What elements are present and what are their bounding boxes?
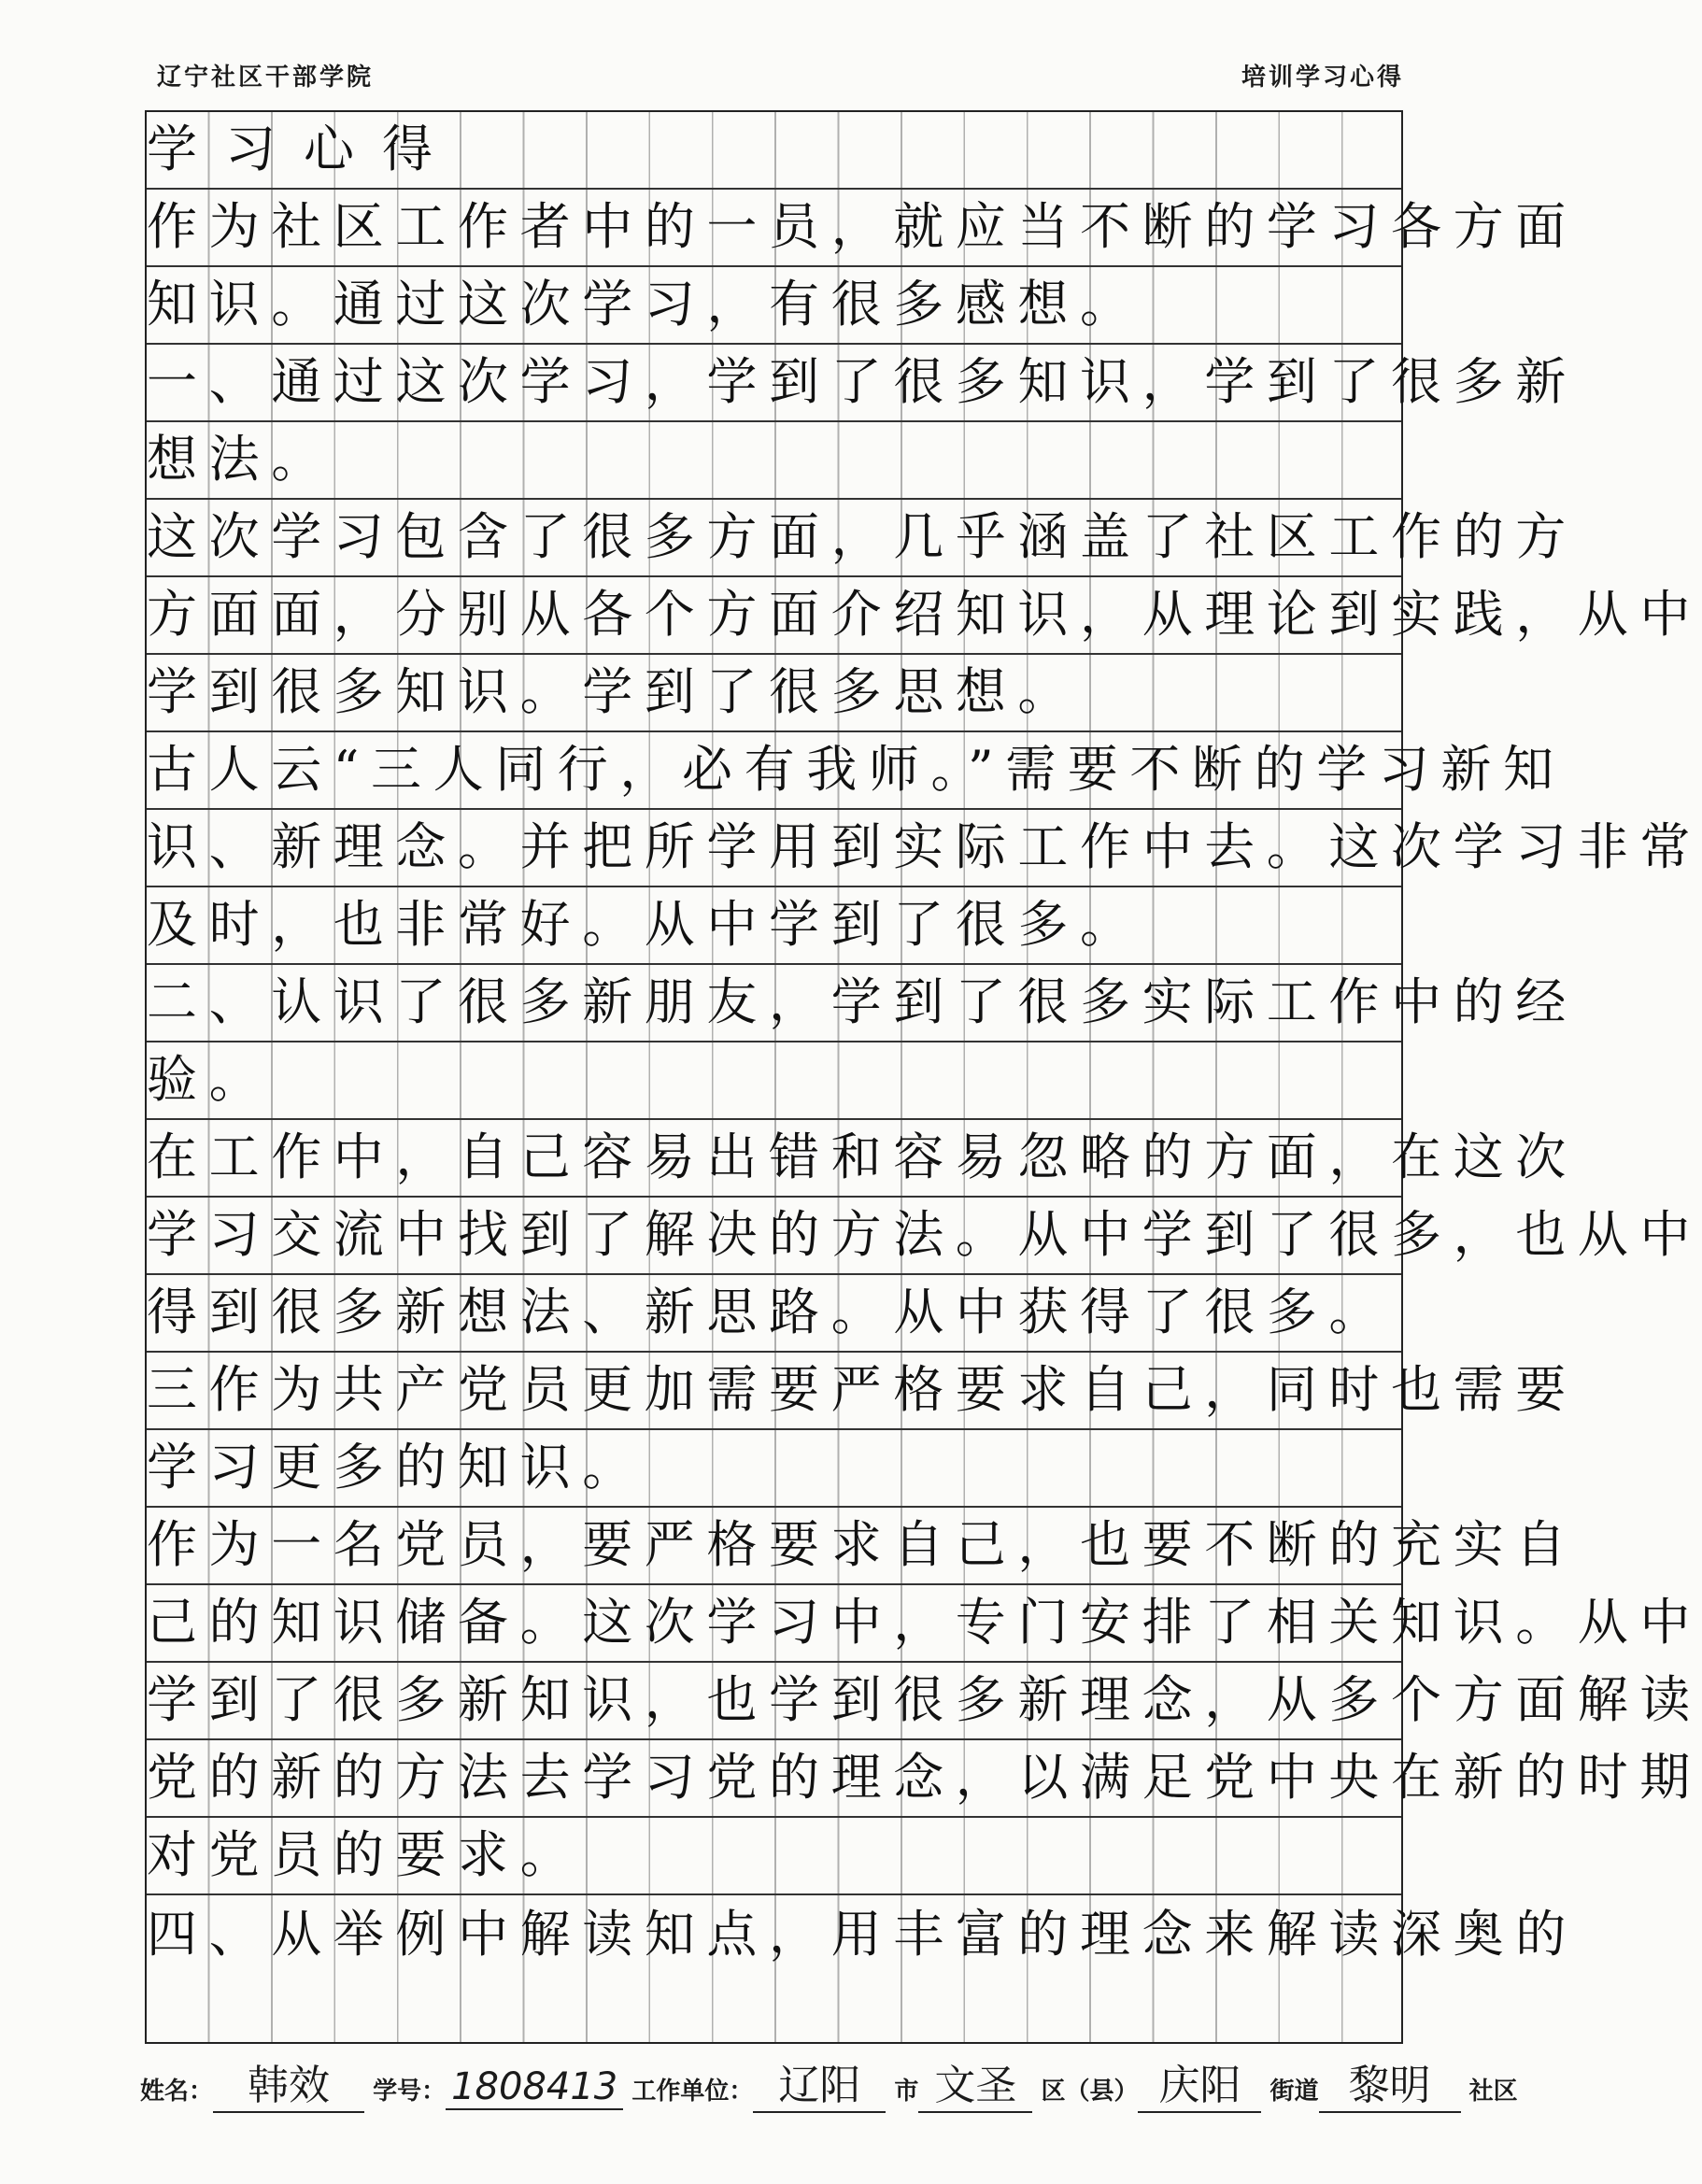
text-row	[147, 1353, 1578, 1430]
text-row	[147, 500, 1578, 577]
text-row	[147, 1740, 1702, 1818]
essay-line: 方面面，分别从各个方面介绍知识，从理论到实践，从中	[147, 585, 1702, 644]
essay-line: 学到了很多新知识，也学到很多新理念，从多个方面解读	[147, 1670, 1702, 1729]
essay-line: 在工作中，自己容易出错和容易忽略的方面，在这次	[147, 1127, 1578, 1186]
community-value: 黎明	[1319, 2051, 1461, 2113]
text-row	[147, 887, 1401, 965]
text-row	[147, 1585, 1702, 1663]
id-label: 学号：	[373, 2078, 447, 2106]
essay-line: 及时，也非常好。从中学到了很多。	[147, 895, 1142, 954]
text-row	[147, 1042, 1401, 1120]
text-row	[147, 345, 1578, 422]
essay-line: 得到很多新想法、新思路。从中获得了很多。	[147, 1283, 1391, 1341]
essay-line: 作为社区工作者中的一员，就应当不断的学习各方面	[147, 197, 1578, 256]
essay-line: 识、新理念。并把所学用到实际工作中去。这次学习非常	[147, 817, 1702, 876]
text-row	[147, 810, 1702, 887]
essay-line: 党的新的方法去学习党的理念，以满足党中央在新的时期	[147, 1748, 1702, 1807]
district-value: 文圣	[918, 2051, 1032, 2113]
essay-line: 这次学习包含了很多方面，几乎涵盖了社区工作的方	[147, 507, 1578, 566]
community-suffix: 社区	[1468, 2078, 1518, 2106]
district-suffix: 区（县）	[1041, 2078, 1139, 2106]
text-row	[147, 1663, 1702, 1740]
text-row	[147, 1508, 1578, 1585]
essay-line: 知识。通过这次学习，有很多感想。	[147, 275, 1142, 333]
street-suffix: 街道	[1269, 2078, 1319, 2106]
text-row	[147, 577, 1702, 655]
essay-line: 己的知识储备。这次学习中，专门安排了相关知识。从中	[147, 1593, 1702, 1652]
essay-line: 学习交流中找到了解决的方法。从中学到了很多，也从中	[147, 1205, 1702, 1264]
id-value: 1808413	[446, 2065, 623, 2110]
essay-line: 学到很多知识。学到了很多思想。	[147, 662, 1080, 721]
essay-line: 想法。	[147, 430, 333, 489]
text-row	[147, 1198, 1702, 1275]
text-row	[147, 1120, 1578, 1198]
unit-label: 工作单位：	[631, 2078, 754, 2106]
grid-paper	[145, 110, 1702, 2044]
text-row	[147, 1818, 1401, 1895]
essay-line: 验。	[147, 1050, 272, 1109]
essay-line: 二、认识了很多新朋友，学到了很多实际工作中的经	[147, 972, 1578, 1031]
essay-line: 对党员的要求。	[147, 1825, 583, 1884]
text-row	[147, 732, 1566, 810]
city-suffix: 市	[894, 2078, 919, 2106]
essay-line: 作为一名党员，要严格要求自己，也要不断的充实自	[147, 1515, 1578, 1574]
text-row	[147, 190, 1578, 267]
text-row	[147, 1895, 1578, 1973]
text-row	[147, 1275, 1401, 1353]
essay-title: 学习心得	[147, 120, 461, 178]
student-info	[140, 2051, 1518, 2113]
text-row	[147, 267, 1401, 345]
essay-line: 学习更多的知识。	[147, 1438, 645, 1496]
city-value: 辽阳	[753, 2051, 886, 2113]
essay-line: 四、从举例中解读知点，用丰富的理念来解读深奥的	[147, 1905, 1578, 1964]
essay-line: 一、通过这次学习，学到了很多知识，学到了很多新	[147, 352, 1578, 411]
text-row	[147, 965, 1578, 1042]
school-name: 辽宁社区干部学院	[157, 64, 375, 92]
name-value: 韩效	[213, 2051, 364, 2113]
text-row	[147, 112, 1401, 190]
text-row	[147, 655, 1401, 732]
street-value: 庆阳	[1138, 2051, 1261, 2113]
form-title: 培训学习心得	[1241, 64, 1404, 92]
text-row	[147, 422, 1401, 500]
essay-line: 三作为共产党员更加需要严格要求自己，同时也需要	[147, 1360, 1578, 1419]
essay-line: 古人云“三人同行，必有我师。”需要不断的学习新知	[147, 740, 1566, 799]
text-row	[147, 1430, 1401, 1508]
name-label: 姓名：	[140, 2078, 214, 2106]
